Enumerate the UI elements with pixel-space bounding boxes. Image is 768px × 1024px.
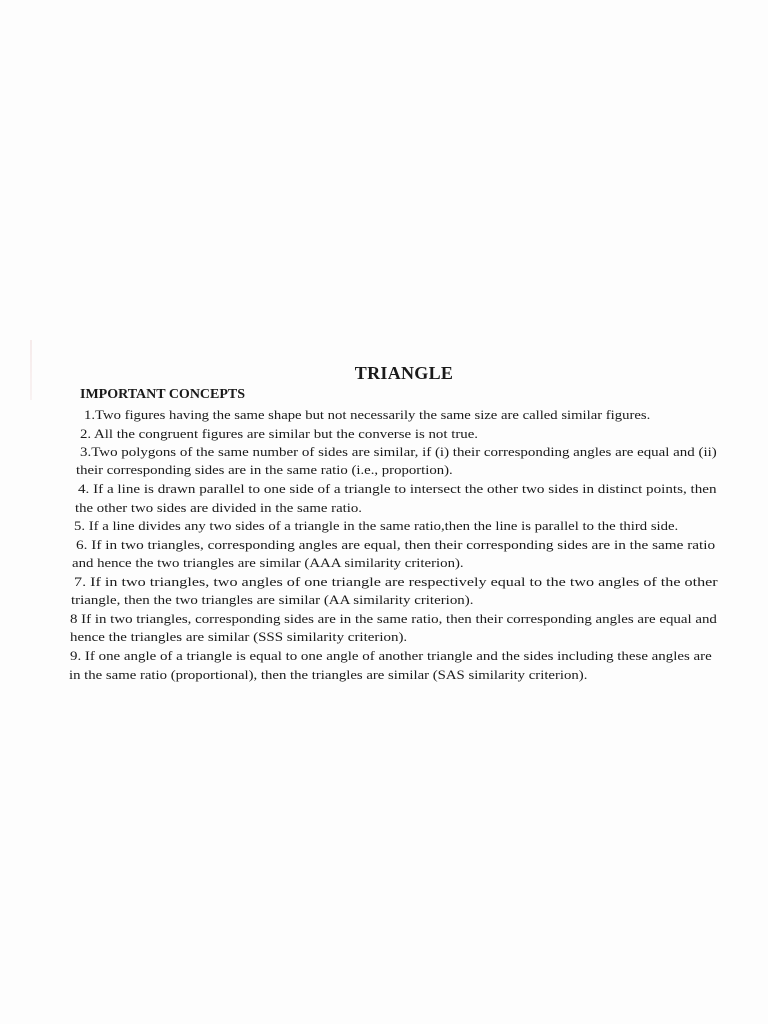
concept-line: triangle, then the two triangles are similar (AA similarity criterion). xyxy=(71,592,474,607)
concept-line: 2. All the congruent figures are similar but the converse is not true. xyxy=(80,426,479,441)
concept-line: and hence the two triangles are similar (AAA similarity criterion). xyxy=(72,555,464,570)
concept-line: the other two sides are divided in the same ratio. xyxy=(75,500,362,515)
concept-line: 7. If in two triangles, two angles of one triangle are respectively equal to the two angles of the other xyxy=(74,574,718,589)
concept-line: 8 If in two triangles, corresponding sides are in the same ratio, then their corresponding angles are equal and xyxy=(70,611,717,626)
concept-line: 1.Two figures having the same shape but not necessarily the same size are called similar figures. xyxy=(84,407,651,422)
concept-line: 4. If a line is drawn parallel to one side of a triangle to intersect the other two sides in distinct points, then xyxy=(78,481,717,496)
concept-line: their corresponding sides are in the same ratio (i.e., proportion). xyxy=(76,462,453,477)
concept-line: 3.Two polygons of the same number of sides are similar, if (i) their corresponding angles are equal and (ii) xyxy=(80,444,717,459)
section-heading: IMPORTANT CONCEPTS xyxy=(80,387,246,402)
concept-line: 6. If in two triangles, corresponding angles are equal, then their corresponding sides are in the same ratio xyxy=(76,537,716,552)
concept-line: 5. If a line divides any two sides of a triangle in the same ratio,then the line is parallel to the third side. xyxy=(74,518,679,533)
concept-line: hence the triangles are similar (SSS similarity criterion). xyxy=(70,629,408,644)
concept-line: 9. If one angle of a triangle is equal to one angle of another triangle and the sides including these angles are xyxy=(70,648,712,663)
concept-line: in the same ratio (proportional), then the triangles are similar (SAS similarity criterion). xyxy=(69,667,588,682)
page-title: TRIANGLE xyxy=(354,363,454,383)
